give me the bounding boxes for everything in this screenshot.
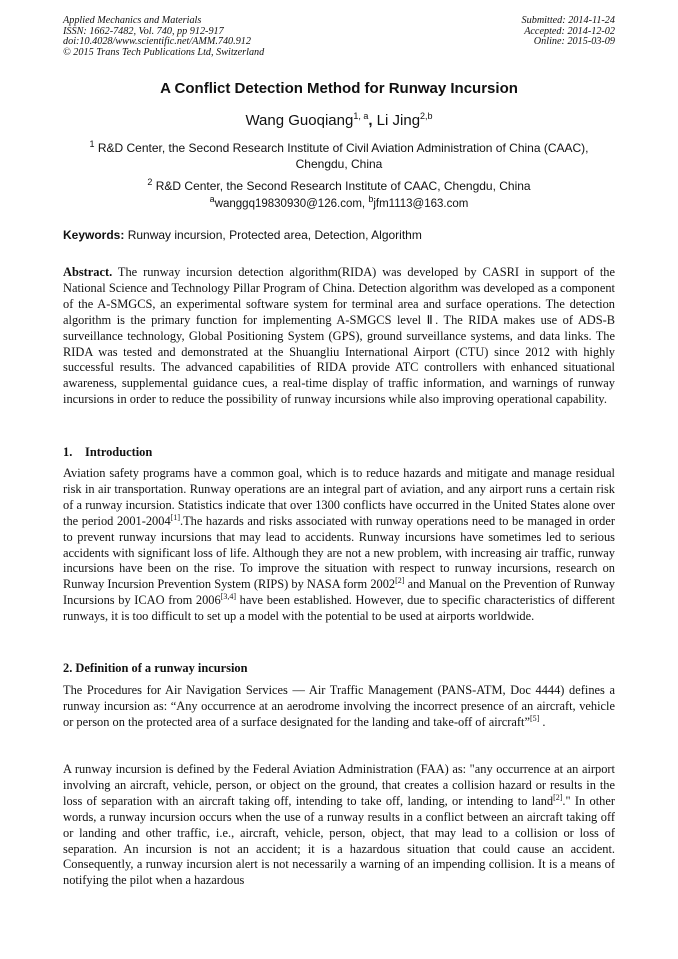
affiliation-marker: 1: [89, 139, 95, 149]
section-1-heading: [63, 445, 152, 460]
author-name: Wang Guoqiang: [245, 112, 354, 129]
definition-paragraph-1: [63, 683, 615, 731]
journal-info: [63, 16, 264, 58]
issn-line: ISSN: 1662-7482, Vol. 740, pp 912-917: [63, 25, 224, 37]
citation-link[interactable]: [2]: [553, 792, 563, 802]
definition-paragraph-2: [63, 762, 615, 889]
affiliation-2: [63, 174, 615, 194]
citation-link[interactable]: [1]: [170, 512, 180, 522]
abstract-text: The runway incursion detection algorithm(RIDA) was developed by CASRI in support of the National Science and Technology Pillar Program of China. Detection algorithm was developed as a component of the A-SMGCS, an experimental software system for terminal area and surface operations. The detection algorithm is the primary function for implementing A-SMGCS level Ⅱ. The RIDA makes use of ADS-B surveillance technology, Global Positioning System (GPS), ground surveillance systems, and data links. The RIDA was tested and demonstrated at the Shuangliu International Airport (CTU) since 2012 with highly successful results. The advanced capabilities of RIDA provide ATC controllers with enhanced situational awareness, supplemental guidance cues, a real-time display of traffic information, and warnings of runway incursions in order to reduce the possibility of runway incursions while also improving operational capability.: [63, 265, 615, 407]
submitted-date: Submitted: 2014-11-24: [521, 15, 615, 26]
abstract-paragraph: [63, 265, 615, 408]
keywords-label: Keywords:: [63, 228, 125, 242]
paper-title: A Conflict Detection Method for Runway Incursion: [160, 80, 518, 97]
paragraph-text: have been established. However, due to specific characteristics of different runways, it is too difficult to set up a model with the potential to be used at airports worldwide.: [63, 593, 615, 624]
author-emails: [0, 194, 678, 210]
section-number: 1.: [63, 445, 73, 459]
affiliation-text: R&D Center, the Second Research Institute of CAAC, Chengdu, China: [155, 179, 531, 193]
paragraph-text: ." In other words, a runway incursion occurs when the use of a runway results in a conflict between an aircraft taking off or landing and other traffic, i.e., aircraft, vehicle, person, object, that may lead to a collision or loss of separation. An incursion is not an accident; it is a hazardous situation that could cause an accident. Consequently, a runway incursion alert is not necessarily a warning of an impending collision. It is a means of notifying the pilot when a hazardous: [63, 793, 615, 888]
affiliation-1: [63, 136, 615, 172]
section-2-heading: 2. Definition of a runway incursion: [63, 661, 248, 675]
paragraph-text: and Manual on the Prevention of Runway Incursions by ICAO from 2006: [63, 577, 615, 608]
accepted-date: Accepted: 2014-12-02: [524, 25, 615, 37]
paragraph-text: The Procedures for Air Navigation Services — Air Traffic Management (PANS-ATM, Doc 4444) defines a runway incursion as: “Any occurrence at an aerodrome involving the incorrect presence of an aircraft, vehicle or person on the protected area of a surface designated for the landing and take-off of aircraft”: [63, 683, 615, 729]
abstract-label: Abstract.: [63, 265, 113, 279]
journal-name: Applied Mechanics and Materials: [63, 15, 202, 26]
keywords-line: [63, 228, 615, 242]
section-title: Introduction: [85, 445, 153, 459]
affiliation-marker: 2: [147, 177, 153, 187]
author-name: Li Jing: [376, 112, 421, 129]
author-affiliation-marker: 1, a: [353, 111, 369, 121]
email-link[interactable]: wanggq19830930@126.com,: [214, 197, 369, 210]
paragraph-text: Aviation safety programs have a common goal, which is to reduce hazards and mitigate and manage residual risk in air transportation. Runway operations are an integral part of aviation, and any airport runs a certain risk of a runway incursion. Statistics indicate that over 1300 conflicts have occurred in the United States alone over the period 2001-2004: [63, 466, 615, 528]
keywords-text: Runway incursion, Protected area, Detection, Algorithm: [124, 228, 422, 242]
citation-link[interactable]: [2]: [395, 576, 405, 586]
email-marker: b: [368, 194, 374, 204]
author-line: [0, 111, 678, 129]
affiliation-text: R&D Center, the Second Research Institute of Civil Aviation Administration of China (CAAC), Chengdu, China: [97, 141, 589, 171]
citation-link[interactable]: [5]: [529, 713, 540, 723]
paragraph-text: .The hazards and risks associated with runway operations need to be managed in order to prevent runway incursions that may lead to accidents. Runway incursions have sometimes led to serious accidents with significant loss of life. Although they are not a new problem, with increasing air traffic, runway incursions have been on the rise. To improve the situation with respect to runway incursions, research on Runway Incursion Prevention System (RIPS) by NASA form 2002: [63, 513, 615, 592]
author-affiliation-marker: 2,b: [420, 111, 433, 121]
submission-dates: [522, 16, 615, 48]
author-separator: ,: [368, 112, 377, 129]
introduction-paragraph: [63, 466, 615, 625]
email-link[interactable]: jfm1113@163.com: [373, 197, 469, 210]
paragraph-text: .: [539, 714, 546, 729]
copyright-line: © 2015 Trans Tech Publications Ltd, Switzerland: [63, 46, 265, 58]
doi-line: doi:10.4028/www.scientific.net/AMM.740.912: [63, 36, 251, 48]
online-date: Online: 2015-03-09: [533, 36, 615, 48]
citation-link[interactable]: [3,4]: [220, 592, 237, 602]
paragraph-text: A runway incursion is defined by the Federal Aviation Administration (FAA) as: "any occurrence at an airport involving an aircraft, vehicle, person, or object on the ground, that creates a collision hazard or results in the loss of separation with an aircraft taking off, intending to take off, landing, or intending to land: [63, 762, 615, 808]
email-marker: a: [209, 194, 215, 204]
